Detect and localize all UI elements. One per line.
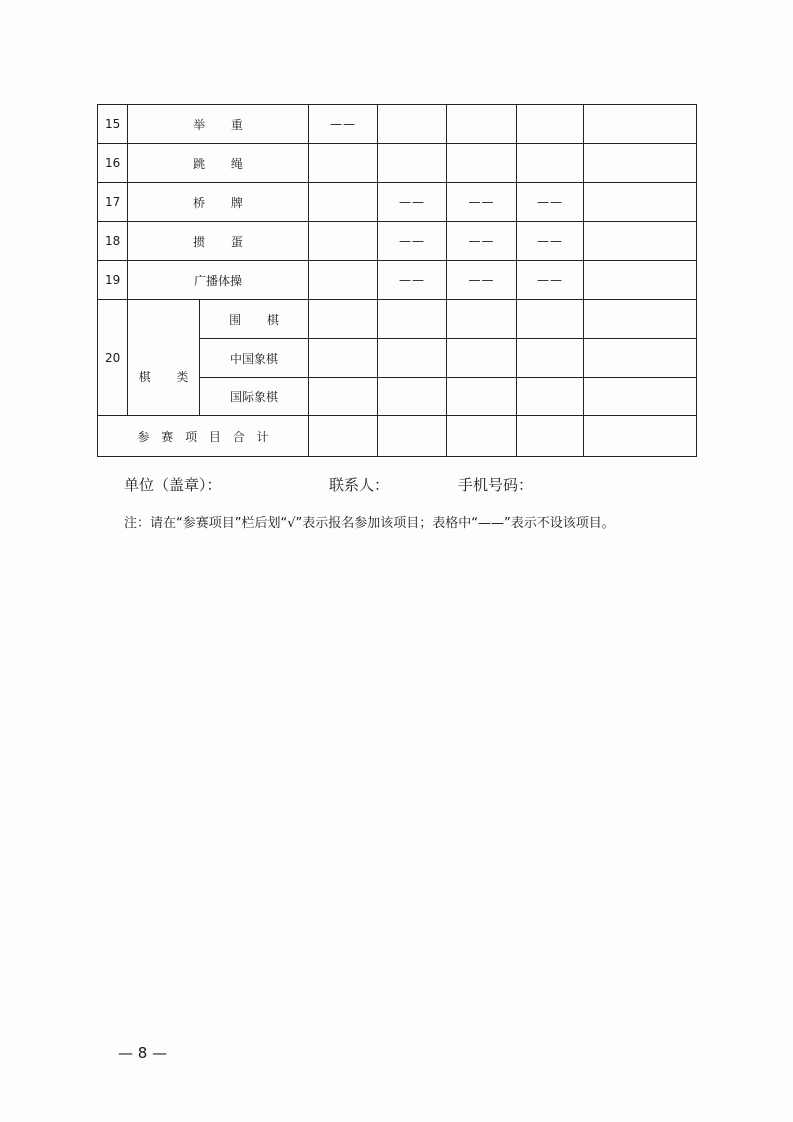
entry-cell[interactable] <box>309 144 378 183</box>
entry-cell[interactable]: —— <box>447 183 517 222</box>
page-number: — 8 — <box>118 1044 168 1062</box>
entry-cell[interactable] <box>309 222 378 261</box>
unit-seal-label: 单位（盖章）： <box>124 476 222 494</box>
event-name <box>128 222 309 261</box>
phone-label: 手机号码： <box>458 476 534 494</box>
total-cell[interactable] <box>309 416 378 457</box>
entry-cell[interactable] <box>517 378 584 416</box>
entry-cell[interactable]: —— <box>378 261 447 300</box>
entry-cell[interactable] <box>378 339 447 378</box>
entry-cell[interactable]: —— <box>447 261 517 300</box>
group-name: 棋 类 <box>128 300 200 416</box>
footnote: 注：请在“参赛项目”栏后划“√”表示报名参加该项目；表格中“——”表示不设该项目。 <box>124 516 615 531</box>
table-row <box>98 105 697 144</box>
row-number: 18 <box>98 222 128 261</box>
entry-cell[interactable]: —— <box>517 183 584 222</box>
table-row <box>98 222 697 261</box>
entry-cell[interactable] <box>309 378 378 416</box>
entry-cell[interactable] <box>309 339 378 378</box>
entry-cell[interactable] <box>584 183 697 222</box>
entry-cell[interactable]: —— <box>378 183 447 222</box>
row-number: 20 <box>98 300 128 416</box>
table-row <box>98 144 697 183</box>
event-name-label: 桥 牌 <box>193 195 243 210</box>
entry-cell[interactable] <box>517 300 584 339</box>
entry-cell[interactable] <box>517 105 584 144</box>
entry-cell[interactable] <box>447 378 517 416</box>
total-cell[interactable] <box>517 416 584 457</box>
event-name-label: 掼 蛋 <box>193 234 243 249</box>
entry-cell[interactable] <box>584 261 697 300</box>
entry-cell[interactable] <box>584 105 697 144</box>
entry-cell[interactable] <box>447 144 517 183</box>
entry-cell[interactable] <box>378 105 447 144</box>
registration-table <box>97 104 697 457</box>
total-cell[interactable] <box>584 416 697 457</box>
row-number: 19 <box>98 261 128 300</box>
total-label: 参 赛 项 目 合 计 <box>98 416 309 457</box>
entry-cell[interactable] <box>378 144 447 183</box>
row-number: 15 <box>98 105 128 144</box>
entry-cell[interactable] <box>517 144 584 183</box>
entry-cell[interactable]: —— <box>517 222 584 261</box>
total-cell[interactable] <box>447 416 517 457</box>
row-number: 16 <box>98 144 128 183</box>
table-row <box>98 261 697 300</box>
contact-label: 联系人： <box>329 476 390 494</box>
entry-cell[interactable] <box>378 378 447 416</box>
entry-cell[interactable] <box>309 300 378 339</box>
row-number: 17 <box>98 183 128 222</box>
entry-cell[interactable] <box>584 300 697 339</box>
event-name <box>128 183 309 222</box>
entry-cell[interactable]: —— <box>378 222 447 261</box>
entry-cell[interactable] <box>447 339 517 378</box>
entry-cell[interactable] <box>309 183 378 222</box>
event-name-label: 广播体操 <box>194 273 243 288</box>
entry-cell[interactable]: —— <box>447 222 517 261</box>
event-name-label: 举 重 <box>193 117 243 132</box>
entry-cell[interactable] <box>584 378 697 416</box>
entry-cell[interactable] <box>447 105 517 144</box>
sub-event-name: 围 棋 <box>200 300 309 339</box>
entry-cell[interactable] <box>584 339 697 378</box>
table-row <box>98 300 697 339</box>
event-name <box>128 144 309 183</box>
sub-event-name: 国际象棋 <box>200 378 309 416</box>
entry-cell[interactable] <box>517 339 584 378</box>
entry-cell[interactable] <box>309 261 378 300</box>
event-name-label: 跳 绳 <box>193 156 243 171</box>
table-row <box>98 183 697 222</box>
total-cell[interactable] <box>378 416 447 457</box>
sub-event-name: 中国象棋 <box>200 339 309 378</box>
entry-cell[interactable]: —— <box>517 261 584 300</box>
entry-cell[interactable]: —— <box>309 105 378 144</box>
entry-cell[interactable] <box>378 300 447 339</box>
entry-cell[interactable] <box>447 300 517 339</box>
entry-cell[interactable] <box>584 222 697 261</box>
event-name <box>128 105 309 144</box>
entry-cell[interactable] <box>584 144 697 183</box>
total-row <box>98 416 697 457</box>
event-name <box>128 261 309 300</box>
signature-row <box>124 474 684 496</box>
